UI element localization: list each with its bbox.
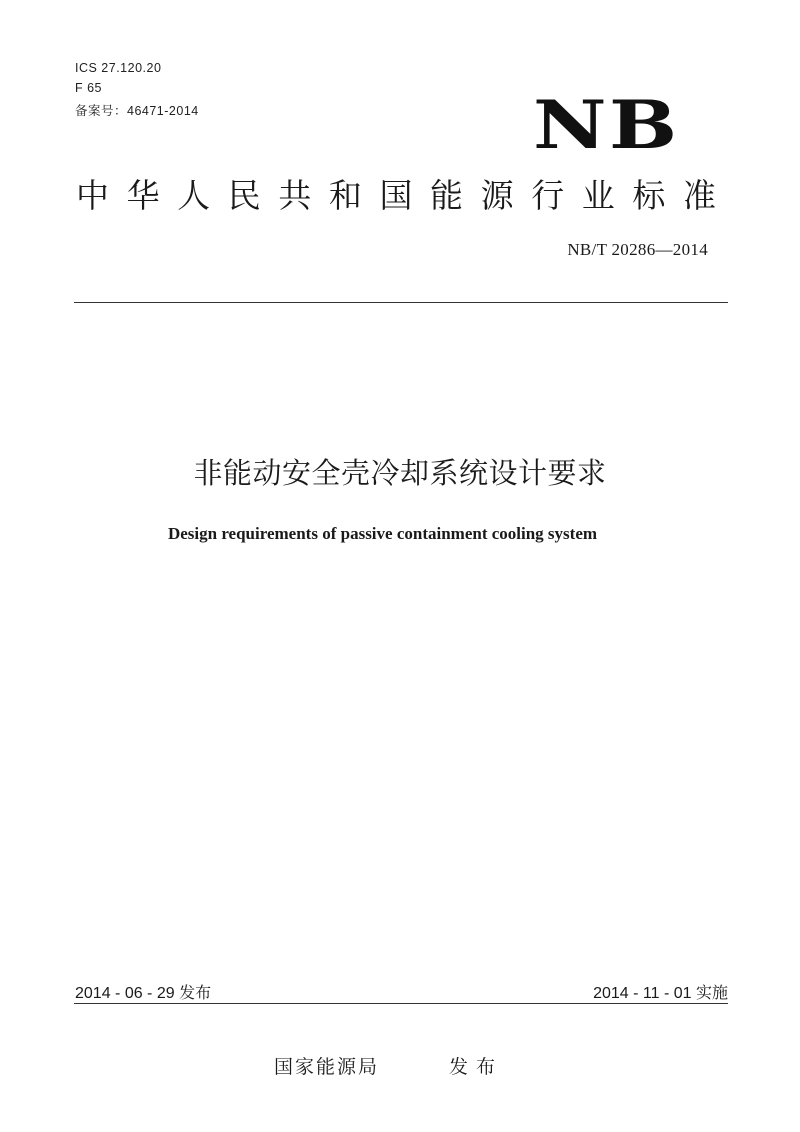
- issue-label: 发布: [179, 983, 212, 1002]
- category-char: 源: [480, 176, 514, 215]
- footer-divider: [74, 1003, 728, 1004]
- document-title-en: Design requirements of passive containment cooling system: [167, 524, 598, 543]
- category-char: 行: [531, 176, 565, 215]
- ics-code: ICS 27.120.20: [75, 61, 162, 75]
- implementation-date: 2014 - 11 - 01: [593, 985, 692, 1002]
- category-char: 标: [632, 176, 666, 215]
- category-char: 共: [278, 176, 312, 215]
- document-title-zh: 非能动安全壳冷却系统设计要求: [193, 456, 607, 490]
- issue-date: 2014 - 06 - 29: [75, 985, 175, 1002]
- implementation-date-line: [593, 980, 728, 1003]
- ccs-code: F 65: [75, 81, 103, 95]
- filing-number: 备案号：46471-2014: [75, 104, 199, 118]
- category-char: 中: [76, 176, 109, 215]
- issued-label: 发布: [449, 1056, 504, 1078]
- category-char: 华: [126, 176, 160, 215]
- category-char: 国: [379, 176, 413, 215]
- standard-number: NB/T 20286—2014: [567, 240, 708, 259]
- header-divider: [74, 302, 728, 303]
- standard-category: [76, 174, 716, 218]
- category-char: 准: [682, 176, 716, 215]
- issuing-authority: 国家能源局: [274, 1056, 380, 1078]
- category-char: 人: [177, 176, 211, 215]
- category-char: 民: [227, 176, 261, 215]
- category-char: 业: [581, 176, 615, 215]
- nb-logo: NB: [533, 86, 680, 164]
- issue-date-line: [75, 980, 211, 1003]
- implementation-label: 实施: [695, 983, 728, 1002]
- category-char: 和: [328, 176, 362, 215]
- category-char: 能: [430, 176, 464, 215]
